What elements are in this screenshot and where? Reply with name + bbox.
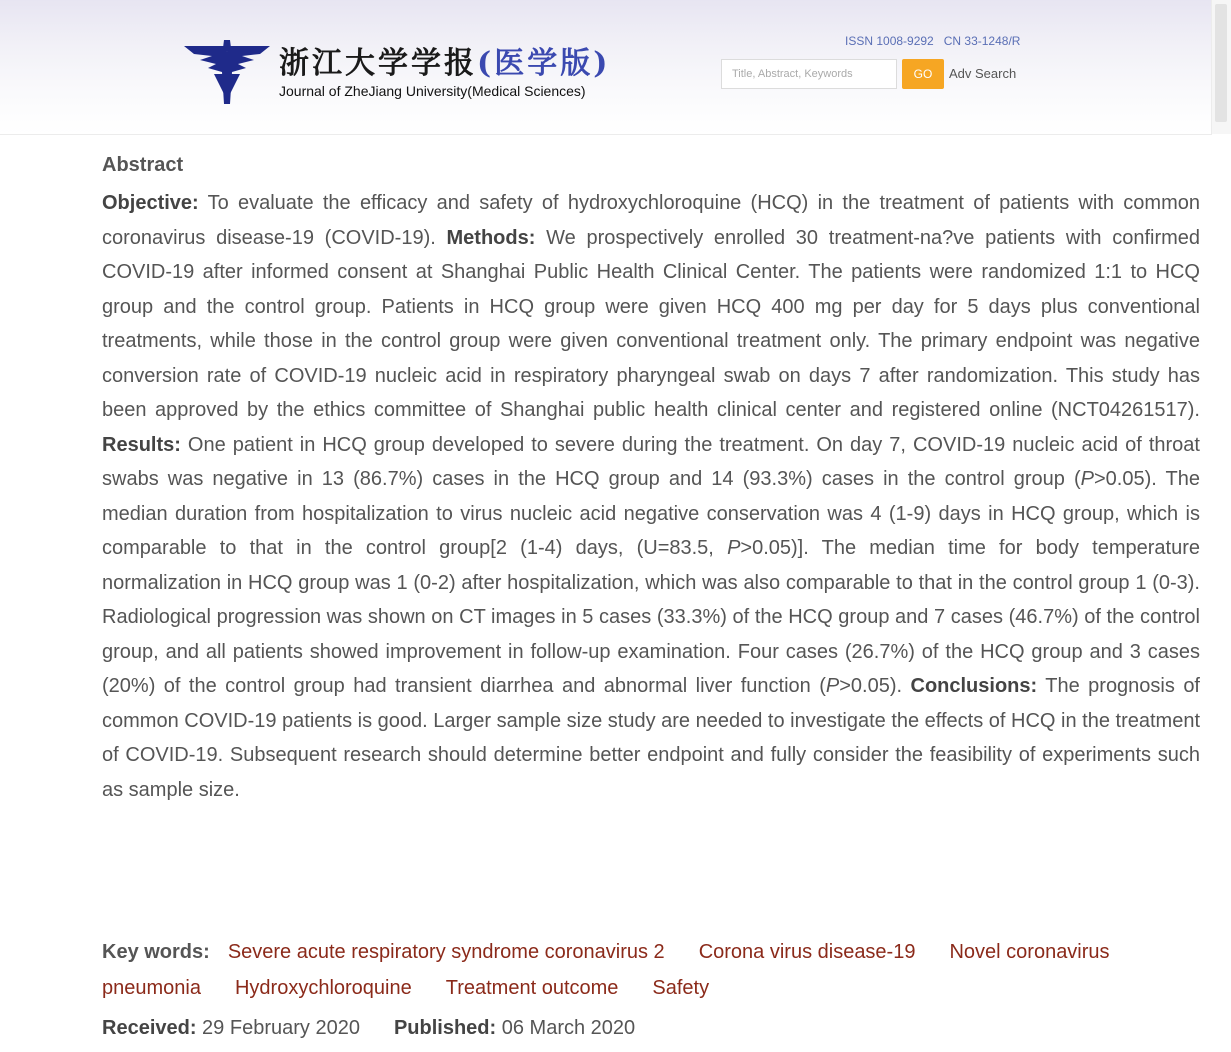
keyword-link[interactable]: Severe acute respiratory syndrome coronavirus 2: [227, 941, 665, 963]
journal-name-cn-main: 浙江大学学报: [279, 46, 477, 81]
dates-section: [102, 1017, 669, 1040]
scrollbar[interactable]: [1211, 0, 1231, 134]
results-label: Results:: [102, 433, 181, 456]
search-input[interactable]: [721, 59, 897, 89]
keyword-link[interactable]: Safety: [652, 977, 710, 999]
abstract-section: [102, 150, 1200, 807]
eagle-logo-icon: [184, 40, 270, 104]
issn-info: [845, 34, 1030, 48]
results-text-2: >0.05). The median duration from hospitalization to virus nucleic acid negative conservation was 4 (1-9) days in HCQ group, which is comparable to that in the control group[2 (1-4) days, (U=83.5,: [102, 468, 1200, 559]
site-header: [0, 0, 1212, 135]
journal-logo-link[interactable]: [184, 36, 624, 106]
conclusions-text: The prognosis of common COVID-19 patients is good. Larger sample size study are needed to investigate the effects of HCQ in the treatment of COVID-19. Subsequent research should determine better endpoint and fully consider the feasibility of experiments such as sample size.: [102, 675, 1200, 801]
results-text-3: >0.05)]. The median time for body temperature normalization in HCQ group was 1 (0-2) after hospitalization, which was also comparable to that in the control group 1 (0-3). Radiological progression was shown on CT images in 5 cases (33.3%) of the HCQ group and 7 cases (46.7%) of the control group, and all patients showed improvement in follow-up examination. Four cases (26.7%) of the HCQ group and 3 cases (20%) of the control group had transient diarrhea and abnormal liver function (: [102, 537, 1200, 697]
keywords-label: Key words:: [102, 941, 210, 963]
go-button[interactable]: GO: [902, 59, 944, 89]
cn-number: CN 33-1248/R: [943, 34, 1021, 48]
journal-name-cn-sub: (医学版): [477, 46, 611, 81]
received-date: [102, 1017, 360, 1039]
objective-text: To evaluate the efficacy and safety of hydroxychloroquine (HCQ) in the treatment of patients with common coronavirus disease-19 (COVID-19).: [102, 192, 1200, 249]
p-value-symbol: P: [1080, 468, 1094, 490]
published-value: 06 March 2020: [496, 1017, 636, 1039]
adv-search-link[interactable]: Adv Search: [949, 66, 1017, 81]
journal-name-english: Journal of ZheJiang University(Medical Sciences): [279, 83, 586, 99]
keyword-link[interactable]: Hydroxychloroquine: [234, 977, 412, 999]
methods-label: Methods:: [446, 226, 536, 249]
scrollbar-thumb[interactable]: [1215, 4, 1227, 122]
objective-label: Objective:: [102, 192, 199, 214]
received-value: 29 February 2020: [196, 1017, 360, 1039]
p-value-symbol: P: [825, 675, 840, 697]
keyword-link[interactable]: Treatment outcome: [445, 977, 619, 999]
results-text-1: One patient in HCQ group developed to severe during the treatment. On day 7, COVID-19 nucleic acid of throat swabs was negative in 13 (86.7%) cases in the HCQ group and 14 (93.3%) cases in the control group (: [102, 433, 1200, 490]
issn-number: ISSN 1008-9292: [845, 34, 934, 48]
conclusions-label: Conclusions:: [910, 675, 1038, 697]
keyword-link[interactable]: Novel coronavirus pneumonia: [102, 941, 1110, 999]
journal-name-chinese: [279, 38, 610, 82]
keywords-section: [102, 934, 1162, 1006]
p-value-symbol: P: [727, 537, 741, 559]
received-label: Received:: [102, 1017, 197, 1039]
keyword-link[interactable]: Corona virus disease-19: [698, 941, 916, 963]
published-label: Published:: [393, 1017, 497, 1039]
abstract-body: [102, 186, 1200, 807]
published-date: [394, 1017, 635, 1039]
methods-text: We prospectively enrolled 30 treatment-na?ve patients with confirmed COVID-19 after informed consent at Shanghai Public Health Clinical Center. The patients were randomized 1:1 to HCQ group and the control group. Patients in HCQ group were given HCQ 400 mg per day for 5 days plus conventional treatments, while those in the control group were given conventional treatment only. The primary endpoint was negative conversion rate of COVID-19 nucleic acid in respiratory pharyngeal swab on days 7 after randomization. This study has been approved by the ethics committee of Shanghai public health clinical center and registered online (NCT04261517).: [102, 226, 1201, 421]
abstract-heading: Abstract: [102, 154, 184, 176]
results-text-4: >0.05).: [839, 675, 911, 697]
